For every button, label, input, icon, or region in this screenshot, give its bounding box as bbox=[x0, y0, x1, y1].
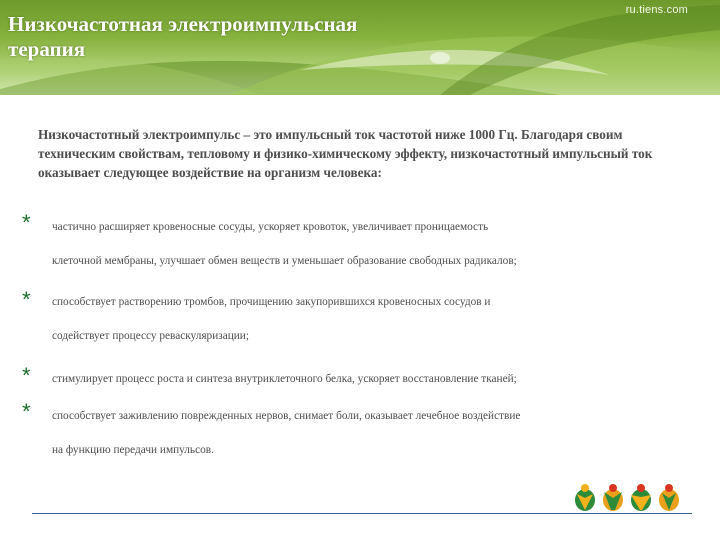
site-url: ru.tiens.com bbox=[625, 4, 688, 16]
bullet-marker: * bbox=[22, 210, 31, 235]
person-figure-icon bbox=[574, 482, 596, 512]
bullet-line: клеточной мембраны, улучшает обмен веществ и уменьшает образование свободных радикалов; bbox=[52, 255, 517, 267]
bullet-line: способствует растворению тромбов, прочищению закупорившихся кровеносных сосудов и bbox=[52, 296, 491, 308]
bullet-item bbox=[52, 409, 692, 457]
intro-paragraph: Низкочастотный электроимпульс – это импульсный ток частотой ниже 1000 Гц. Благодаря своим техническим свойствам, тепловому и физико-химическому эффекту, низкочастотный импульсный ток оказывает следующее воздействие на организм человека: bbox=[38, 127, 653, 180]
bullet-marker: * bbox=[22, 399, 31, 424]
bullet-line: на функцию передачи импульсов. bbox=[52, 444, 214, 456]
footer-divider bbox=[32, 513, 692, 514]
bullet-line: частично расширяет кровеносные сосуды, ускоряет кровоток, увеличивает проницаемость bbox=[52, 221, 489, 233]
bullet-marker: * bbox=[22, 287, 31, 312]
bullet-line: стимулирует процесс роста и синтеза внутриклеточного белка, ускоряет восстановление тканей; bbox=[52, 373, 517, 385]
slide-title: Низкочастотная электроимпульсная терапия bbox=[8, 12, 358, 61]
bullet-item bbox=[52, 220, 692, 268]
bullet-item bbox=[52, 372, 692, 386]
bullet-marker: * bbox=[22, 363, 31, 388]
person-figure-icon bbox=[658, 482, 680, 512]
header-banner bbox=[0, 0, 720, 95]
person-figure-icon bbox=[630, 482, 652, 512]
tiens-people-logo bbox=[574, 482, 684, 514]
bullet-line: содействует процессу реваскуляризации; bbox=[52, 330, 249, 342]
person-figure-icon bbox=[602, 482, 624, 512]
bullet-line: способствует заживлению поврежденных нервов, снимает боли, оказывает лечебное воздействие bbox=[52, 410, 521, 422]
bullet-item bbox=[52, 295, 692, 343]
